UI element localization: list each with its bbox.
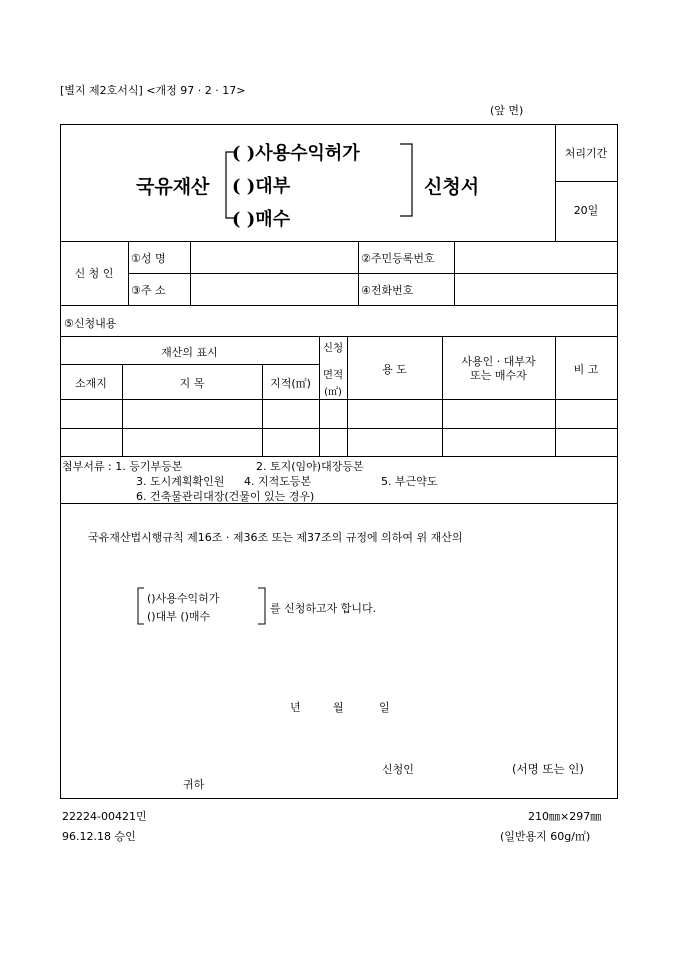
- area-header-unit: (㎡): [324, 387, 342, 398]
- rule-applicant-v4: [454, 241, 455, 305]
- title-option-use-permit: ( )사용수익허가: [232, 143, 360, 164]
- usage-header: 용 도: [382, 363, 407, 376]
- page-side-label: (앞 면): [490, 104, 524, 117]
- date-day: 일: [379, 701, 390, 714]
- area-header-top: 신청: [322, 342, 344, 354]
- area-header-bottom: 면적: [322, 369, 344, 381]
- attachment-line3: 6. 건축물관리대장(건물이 있는 경우): [136, 490, 315, 503]
- attachment-line2-c: 5. 부근약도: [381, 475, 438, 488]
- attachment-line2-b: 4. 지적도등본: [244, 475, 312, 488]
- rule-col-6: [555, 336, 556, 456]
- footer-paper-weight: (일반용지 60g/㎡): [500, 830, 591, 843]
- rule-row1-bottom: [60, 428, 617, 429]
- processing-period-value: 20일: [573, 204, 599, 217]
- footer-code: 22224-00421민: [62, 810, 147, 823]
- rule-row2-bottom: [60, 456, 617, 457]
- rrn-label: ②주민등록번호: [361, 252, 435, 265]
- processing-divider: [555, 124, 556, 241]
- footer-paper-size: 210㎜×297㎜: [528, 810, 602, 823]
- title-left: 국유재산: [136, 176, 210, 198]
- title-option-purchase: ( )매수: [232, 209, 291, 230]
- phone-label: ④전화번호: [361, 284, 414, 297]
- rule-applicant-v1: [128, 241, 129, 305]
- rule-request-top: [60, 336, 617, 337]
- date-year: 년: [290, 701, 301, 714]
- user-header-line2: 또는 매수자: [470, 369, 527, 382]
- rule-applicant-bottom: [60, 305, 617, 306]
- rule-col-4: [347, 336, 348, 456]
- title-option-lease: ( )대부: [232, 176, 291, 197]
- user-header-line1: 사용인 · 대부자: [461, 355, 536, 368]
- attachment-line1-a: 첨부서류 : 1. 등기부등본: [62, 460, 183, 473]
- statement-option-use-permit: ()사용수익허가: [147, 592, 220, 605]
- statement-text: 국유재산법시행규칙 제16조 · 제36조 또는 제37조의 규정에 의하여 위 재산의: [88, 531, 463, 544]
- date-month: 월: [333, 701, 344, 714]
- form-number: [별지 제2호서식] <개정 97 · 2 · 17>: [60, 84, 246, 97]
- category-header: 지 목: [179, 377, 205, 390]
- address-label: ③주 소: [131, 284, 166, 297]
- processing-period-label: 처리기간: [564, 147, 608, 160]
- land-area-header: 지적(㎡): [270, 377, 311, 390]
- name-label: ①성 명: [131, 252, 166, 265]
- signature-seal: (서명 또는 인): [512, 762, 584, 776]
- location-header: 소재지: [75, 377, 107, 390]
- rule-applicant-mid: [128, 273, 617, 274]
- remarks-header: 비 고: [573, 363, 599, 376]
- rule-request-sub: [60, 364, 319, 365]
- rule-applicant-top: [60, 241, 617, 242]
- statement-option-lease-purchase: ()대부 ()매수: [147, 610, 211, 623]
- signature-applicant: 신청인: [382, 763, 414, 776]
- attachment-line2-a: 3. 도시계획확인원: [136, 475, 225, 488]
- rule-applicant-v2: [190, 241, 191, 305]
- request-label: ⑤신청내용: [64, 317, 117, 330]
- rule-attachments-bottom: [60, 503, 617, 504]
- attachment-line1-b: 2. 토지(임야)대장등본: [256, 460, 364, 473]
- rule-applicant-v3: [358, 241, 359, 305]
- applicant-label: 신 청 인: [74, 267, 114, 280]
- rule-header-bottom: [60, 399, 617, 400]
- addressee: 귀하: [183, 778, 205, 791]
- statement-suffix: 를 신청하고자 합니다.: [270, 602, 377, 615]
- processing-mid-line: [555, 181, 617, 182]
- title-right: 신청서: [424, 176, 480, 198]
- footer-approval: 96.12.18 승인: [62, 830, 136, 843]
- property-display-header: 재산의 표시: [161, 346, 218, 359]
